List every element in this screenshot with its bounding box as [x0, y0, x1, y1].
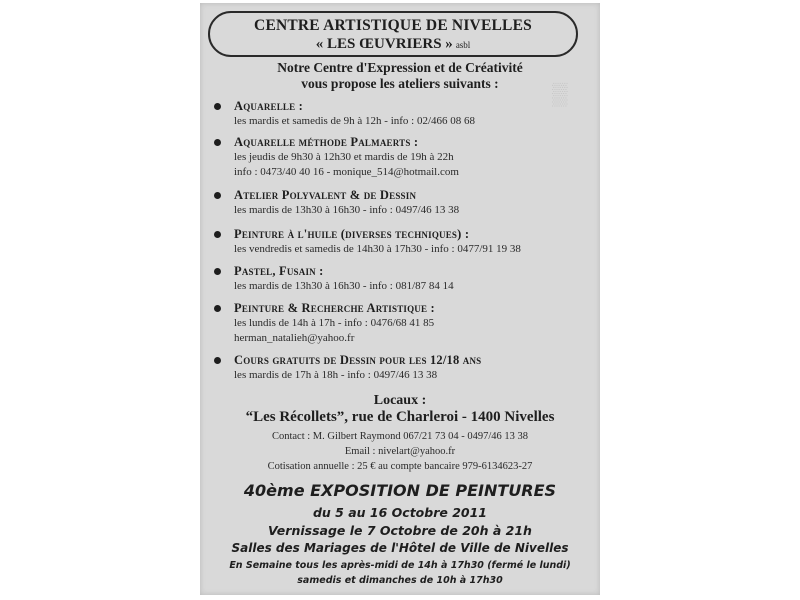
bullet-icon	[214, 192, 221, 199]
workshop-title: Pastel, Fusain :	[234, 264, 324, 278]
header-title: CENTRE ARTISTIQUE DE NIVELLES	[254, 17, 532, 34]
workshop-title: Peinture à l'huile (diverses techniques) :	[234, 227, 470, 241]
workshop-item	[214, 353, 594, 385]
exhibition-vernissage: Vernissage le 7 Octobre de 20h à 21h	[268, 523, 532, 538]
workshop-item	[214, 99, 594, 131]
exhibition-weekend-hours: samedis et dimanches de 10h à 17h30	[297, 575, 503, 586]
header-subtitle	[210, 36, 576, 53]
workshop-detail: les vendredis et samedis de 14h30 à 17h30 - info : 0477/91 19 38	[234, 243, 521, 255]
locaux-address: “Les Récollets”, rue de Charleroi - 1400 Nivelles	[245, 409, 555, 425]
workshop-title: Aquarelle :	[234, 99, 304, 113]
bullet-icon	[214, 139, 221, 146]
bullet-icon	[214, 103, 221, 110]
workshop-item	[214, 135, 594, 183]
exhibition-dates: du 5 au 16 Octobre 2011	[312, 505, 487, 520]
header-asbl: asbl	[455, 40, 471, 50]
newspaper-clipping	[200, 3, 600, 595]
membership-fee: Cotisation annuelle : 25 € au compte bancaire 979-6134623-27	[267, 461, 533, 472]
exhibition-venue: Salles des Mariages de l'Hôtel de Ville de Nivelles	[231, 541, 569, 555]
contact-person: Contact : M. Gilbert Raymond 067/21 73 04 - 0497/46 13 38	[271, 431, 529, 442]
bullet-icon	[214, 357, 221, 364]
locaux-title: Locaux :	[373, 393, 427, 408]
header-frame	[208, 11, 578, 57]
workshop-detail: les mardis de 17h à 18h - info : 0497/46 13 38	[234, 369, 438, 381]
workshop-detail: les lundis de 14h à 17h - info : 0476/68 41 85	[234, 317, 435, 329]
header-association-name: « LES ŒUVRIERS »	[315, 36, 453, 52]
workshop-item	[214, 301, 594, 349]
workshop-item	[214, 188, 594, 220]
intro-line-2: vous propose les ateliers suivants :	[301, 76, 499, 91]
workshop-detail: les mardis de 13h30 à 16h30 - info : 081/87 84 14	[234, 280, 454, 292]
bullet-icon	[214, 305, 221, 312]
workshop-detail: les mardis et samedis de 9h à 12h - info : 02/466 08 68	[234, 115, 476, 127]
workshop-detail: les jeudis de 9h30 à 12h30 et mardis de 19h à 22h	[234, 151, 454, 163]
workshop-contact: info : 0473/40 40 16 - monique_514@hotmail.com	[234, 166, 459, 178]
intro-line-1: Notre Centre d'Expression et de Créativité	[277, 60, 523, 75]
bullet-icon	[214, 268, 221, 275]
workshop-contact: herman_natalieh@yahoo.fr	[234, 332, 355, 344]
workshop-title: Peinture & Recherche Artistique :	[234, 301, 435, 315]
workshop-title: Atelier Polyvalent & de Dessin	[234, 188, 417, 202]
exhibition-title: 40ème EXPOSITION DE PEINTURES	[243, 481, 557, 500]
workshop-title: Aquarelle méthode Palmaerts :	[234, 135, 419, 149]
exhibition-weekday-hours: En Semaine tous les après-midi de 14h à 17h30 (fermé le lundi)	[229, 560, 571, 571]
bleed-through-mark: ▒	[552, 81, 568, 106]
workshop-item	[214, 227, 594, 259]
workshop-title: Cours gratuits de Dessin pour les 12/18 ans	[234, 353, 482, 367]
workshop-detail: les mardis de 13h30 à 16h30 - info : 0497/46 13 38	[234, 204, 460, 216]
intro-text	[200, 60, 600, 92]
workshop-item	[214, 264, 594, 296]
contact-email: Email : nivelart@yahoo.fr	[344, 446, 456, 457]
bullet-icon	[214, 231, 221, 238]
